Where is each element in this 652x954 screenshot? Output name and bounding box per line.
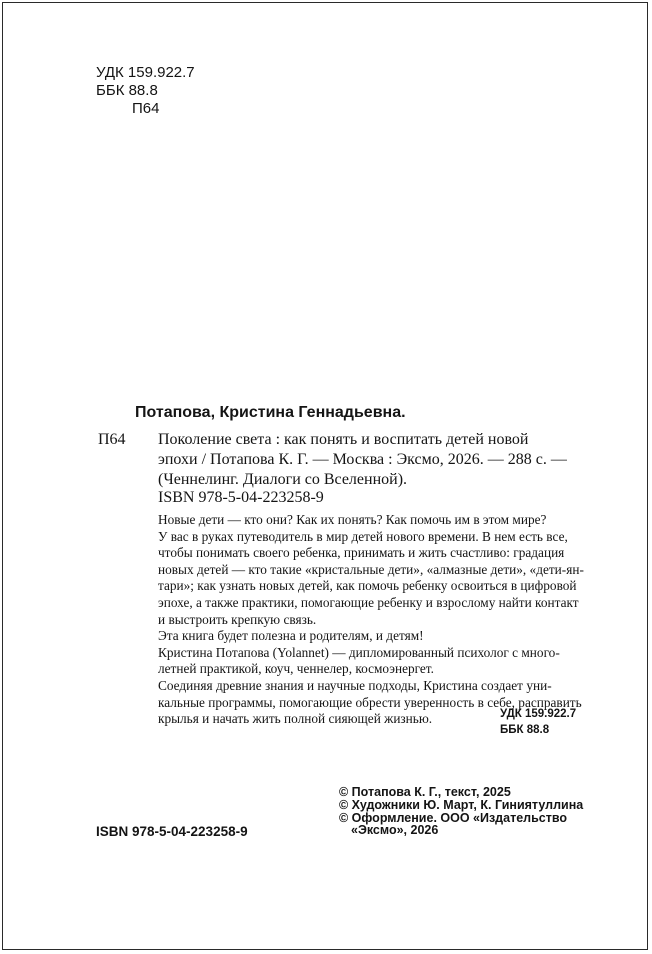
bbk-code: ББК 88.8	[96, 82, 158, 99]
annotation	[158, 512, 586, 728]
right-classification	[500, 706, 576, 738]
copyright-line: © Потапова К. Г., текст, 2025	[339, 785, 511, 799]
biblio-line: Поколение света : как понять и воспитать детей новой	[158, 431, 529, 448]
copyright-line: © Художники Ю. Март, К. Гиниятуллина	[339, 797, 584, 812]
bbk-code-small: ББК 88.8	[500, 724, 550, 736]
record-author-mark: П64	[98, 431, 126, 448]
classification-block	[96, 64, 195, 118]
annotation-line: и выстроить крепкую связь.	[158, 611, 317, 627]
annotation-line: эпохе, а также практики, помогающие ребенку и взрослому найти контакт	[158, 594, 579, 610]
annotation-line: крылья и начать жить полной сияющей жизнью.	[158, 711, 433, 727]
annotation-line: Кристина Потапова (Yolannet) — дипломированный психолог с много-	[158, 644, 560, 660]
author-mark: П64	[132, 100, 160, 117]
annotation-line: кальные программы, помогающие обрести уверенность в себе, расправить	[158, 694, 582, 710]
biblio-line: (Ченнелинг. Диалоги со Вселенной).	[158, 471, 408, 488]
annotation-line: чтобы понимать своего ребенка, принимать и жить счастливо: градация	[158, 545, 565, 561]
annotation-line: летней практикой, коуч, ченнелер, космоэнергет.	[158, 661, 434, 677]
annotation-line: Эта книга будет полезна и родителям, и детям!	[158, 628, 424, 644]
annotation-line: Соединяя древние знания и научные подходы, Кристина создает уни-	[158, 677, 552, 693]
annotation-line: У вас в руках путеводитель в мир детей нового времени. В нем есть все,	[158, 528, 568, 544]
annotation-line: тари»; как узнать новых детей, как помочь ребенку освоиться в цифровой	[158, 578, 577, 594]
record-isbn: ISBN 978-5-04-223258-9	[158, 489, 324, 506]
bottom-isbn: ISBN 978-5-04-223258-9	[96, 824, 248, 839]
udk-code: УДК 159.922.7	[96, 64, 195, 81]
bibliographic-description	[158, 430, 578, 490]
copyright-block	[339, 786, 583, 837]
copyright-line: «Эксмо», 2026	[351, 823, 439, 838]
udk-code-small: УДК 159.922.7	[500, 708, 577, 720]
annotation-line: Новые дети — кто они? Как их понять? Как помочь им в этом мире?	[158, 512, 547, 527]
annotation-line: новых детей — кто такие «кристальные дети», «алмазные дети», «дети-ян-	[158, 561, 584, 577]
author-heading: Потапова, Кристина Геннадьевна.	[135, 404, 406, 421]
copyright-line: © Оформление. ООО «Издательство	[339, 810, 567, 825]
biblio-line: эпохи / Потапова К. Г. — Москва : Эксмо, 2026. — 288 с. —	[158, 451, 567, 468]
